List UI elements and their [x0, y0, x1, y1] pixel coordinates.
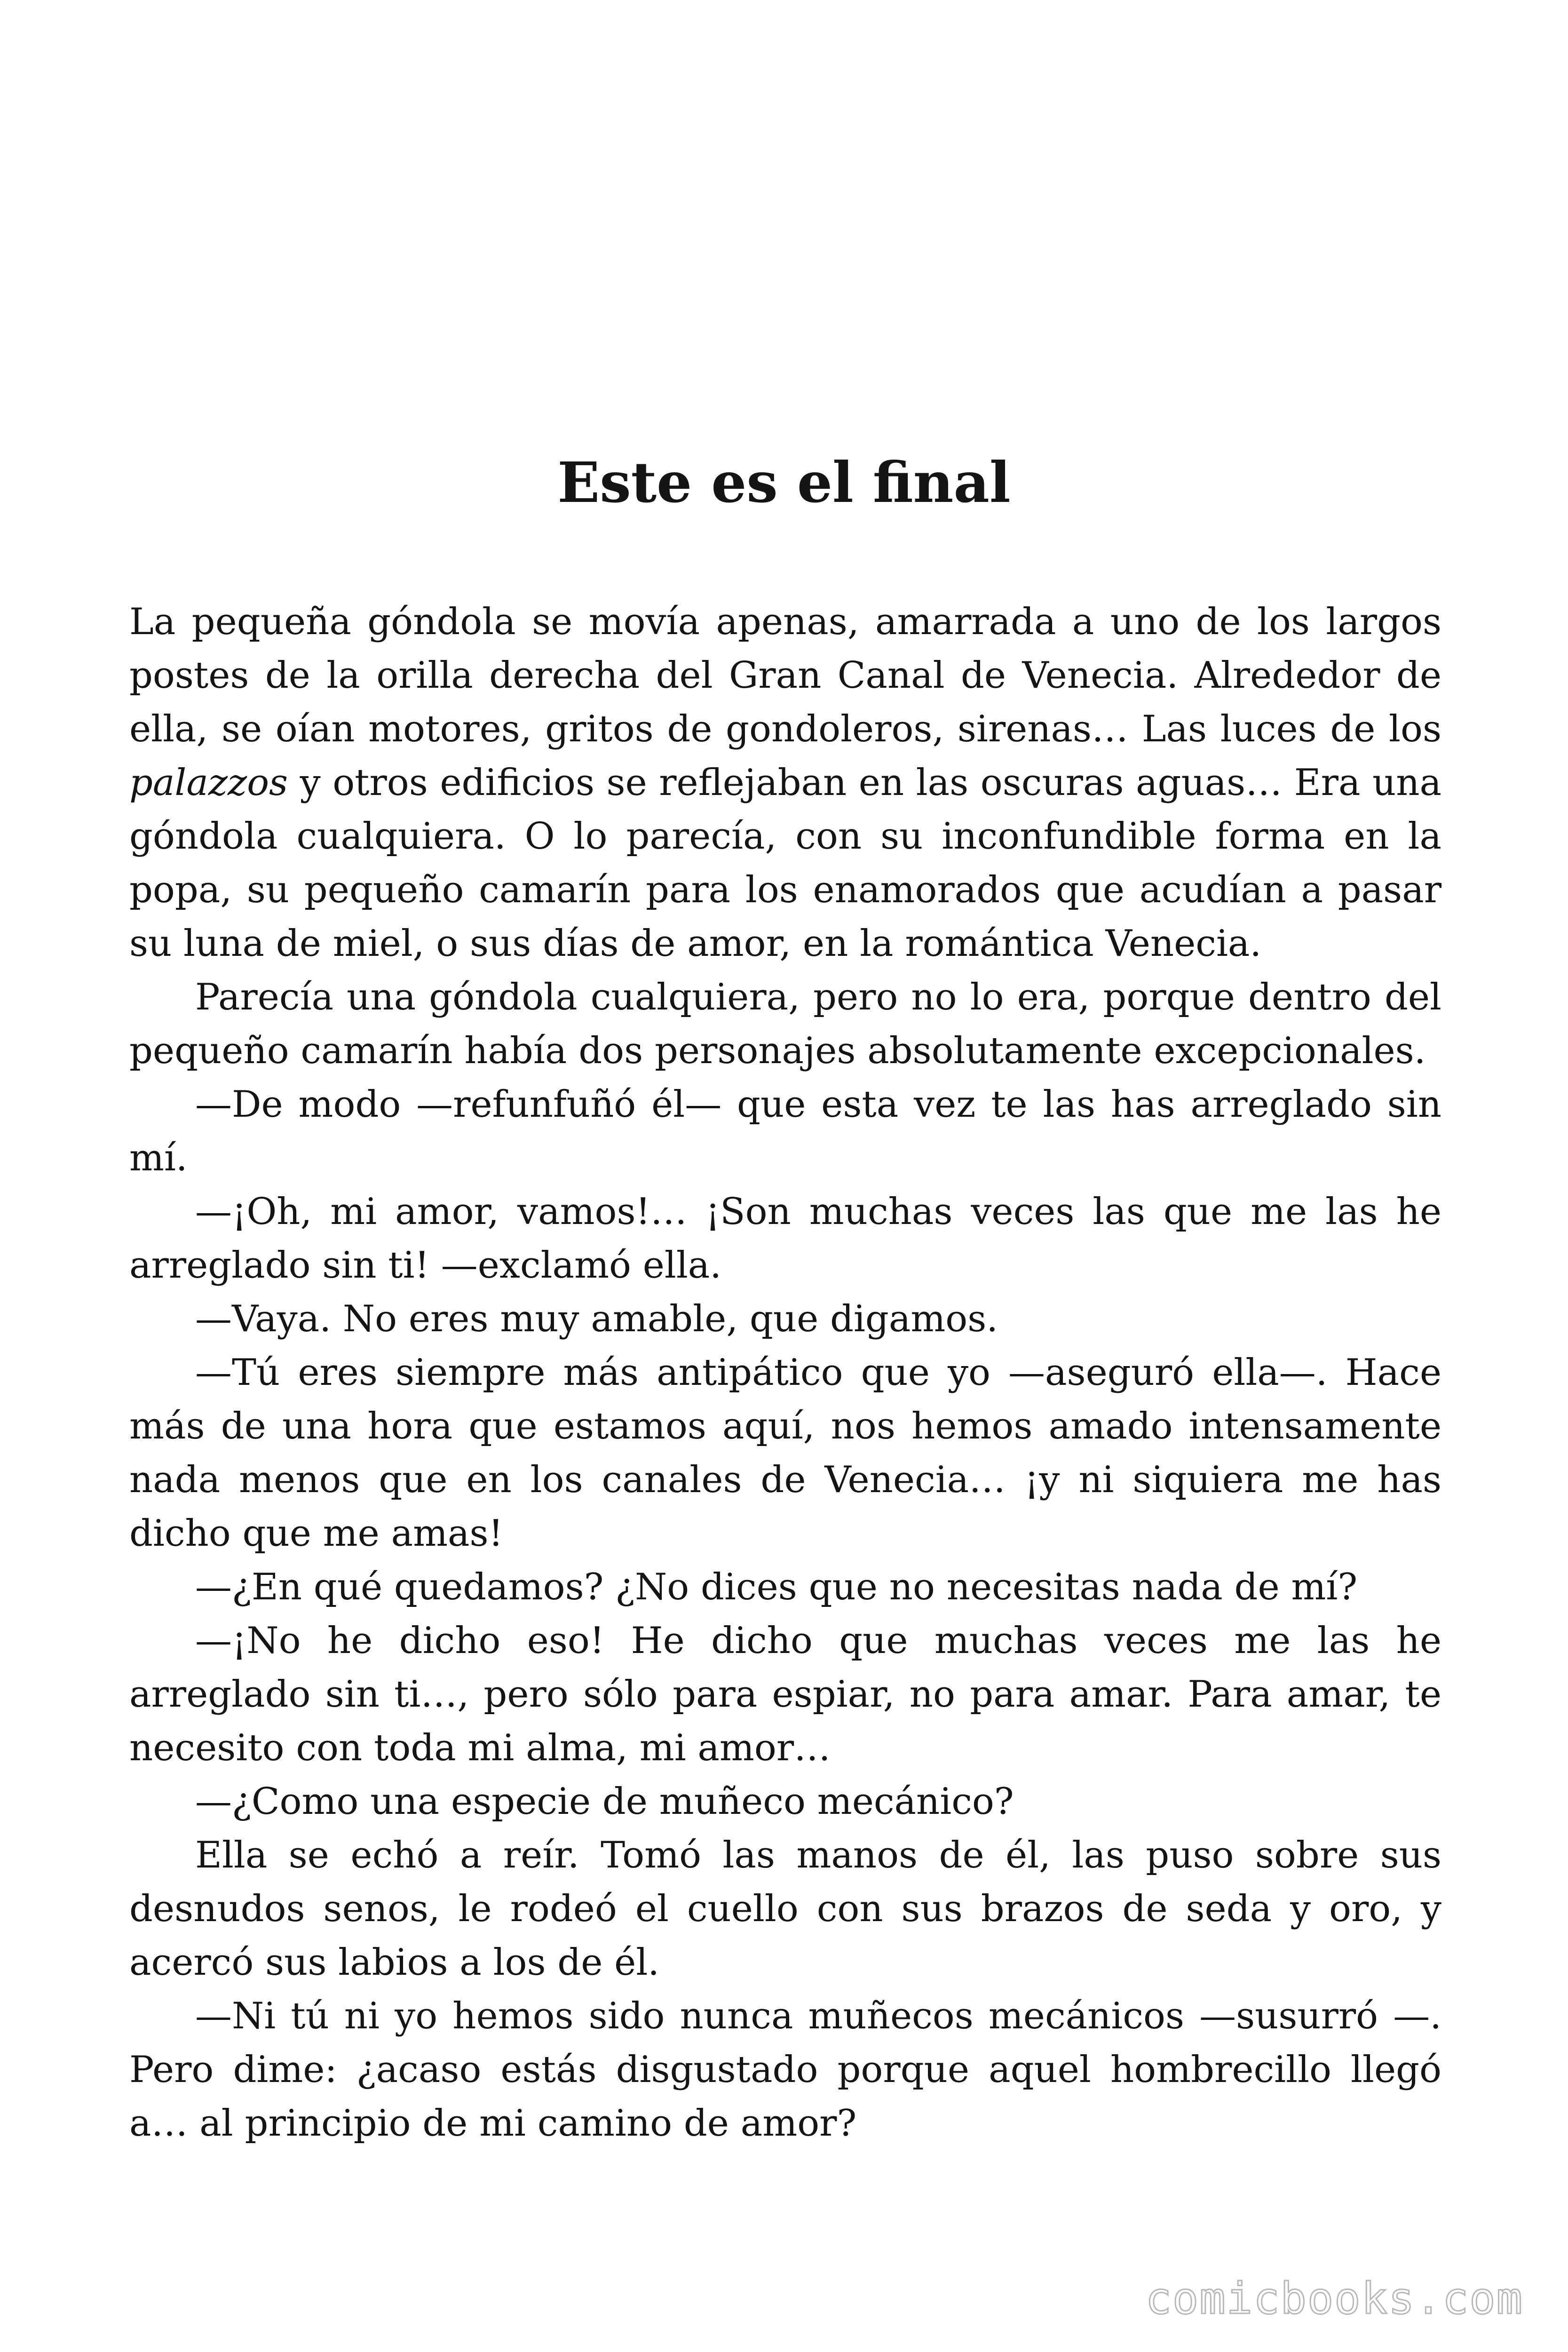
site-watermark: comicbooks.com: [1145, 2273, 1523, 2324]
body-paragraph: [129, 595, 1441, 970]
paragraph-text: La pequeña góndola se movía apenas, amarrada a uno de los largos postes de la orilla derecha del Gran Canal de Venecia. Alrededor de ella, se oían motores, gritos de gondoleros, sirenas… Las luces de los: [129, 601, 1441, 750]
body-paragraph: [129, 1989, 1441, 2150]
body-paragraph: [129, 1292, 1441, 1346]
body-paragraph: [129, 1078, 1441, 1185]
body-paragraph: [129, 1346, 1441, 1560]
paragraph-text: —De modo —refunfuñó él— que esta vez te las has arreglado sin mí.: [129, 1083, 1441, 1179]
paragraph-text: —Vaya. No eres muy amable, que digamos.: [195, 1298, 998, 1340]
italic-text: palazzos: [129, 762, 288, 804]
paragraph-text: —¿Como una especie de muñeco mecánico?: [195, 1780, 1014, 1823]
paragraph-text: —¿En qué quedamos? ¿No dices que no necesitas nada de mí?: [195, 1566, 1358, 1608]
body-paragraph: [129, 1560, 1441, 1614]
chapter-title: Este es el final: [557, 450, 1011, 515]
paragraph-text: —¡No he dicho eso! He dicho que muchas veces me las he arreglado sin ti…, pero sólo para espiar, no para amar. Para amar, te necesito con toda mi alma, mi amor…: [129, 1620, 1441, 1769]
paragraph-text: —Ni tú ni yo hemos sido nunca muñecos mecánicos —susurró —. Pero dime: ¿acaso estás disgustado porque aquel hombrecillo llegó a… al principio de mi camino de amor?: [129, 1995, 1441, 2145]
body-paragraph: [129, 1185, 1441, 1292]
body-paragraph: [129, 1828, 1441, 1989]
paragraph-text: —Tú eres siempre más antipático que yo —aseguró ella—. Hace más de una hora que estamos aquí, nos hemos amado intensamente nada menos que en los canales de Venecia… ¡y ni siquiera me has dicho que me amas!: [129, 1351, 1441, 1555]
body-paragraph: [129, 1614, 1441, 1775]
chapter-body: [129, 595, 1441, 2150]
paragraph-text: Ella se echó a reír. Tomó las manos de él, las puso sobre sus desnudos senos, le rodeó el cuello con sus brazos de seda y oro, y acercó sus labios a los de él.: [129, 1834, 1441, 1984]
paragraph-text: y otros edificios se reflejaban en las oscuras aguas… Era una góndola cualquiera. O lo parecía, con su inconfundible forma en la popa, su pequeño camarín para los enamorados que acudían a pasar su luna de miel, o sus días de amor, en la romántica Venecia.: [129, 762, 1441, 965]
paragraph-text: Parecía una góndola cualquiera, pero no lo era, porque dentro del pequeño camarín había dos personajes absolutamente excepcionales.: [129, 976, 1441, 1072]
paragraph-text: —¡Oh, mi amor, vamos!… ¡Son muchas veces las que me las he arreglado sin ti! —exclamó ella.: [129, 1191, 1441, 1287]
body-paragraph: [129, 970, 1441, 1078]
body-paragraph: [129, 1775, 1441, 1828]
